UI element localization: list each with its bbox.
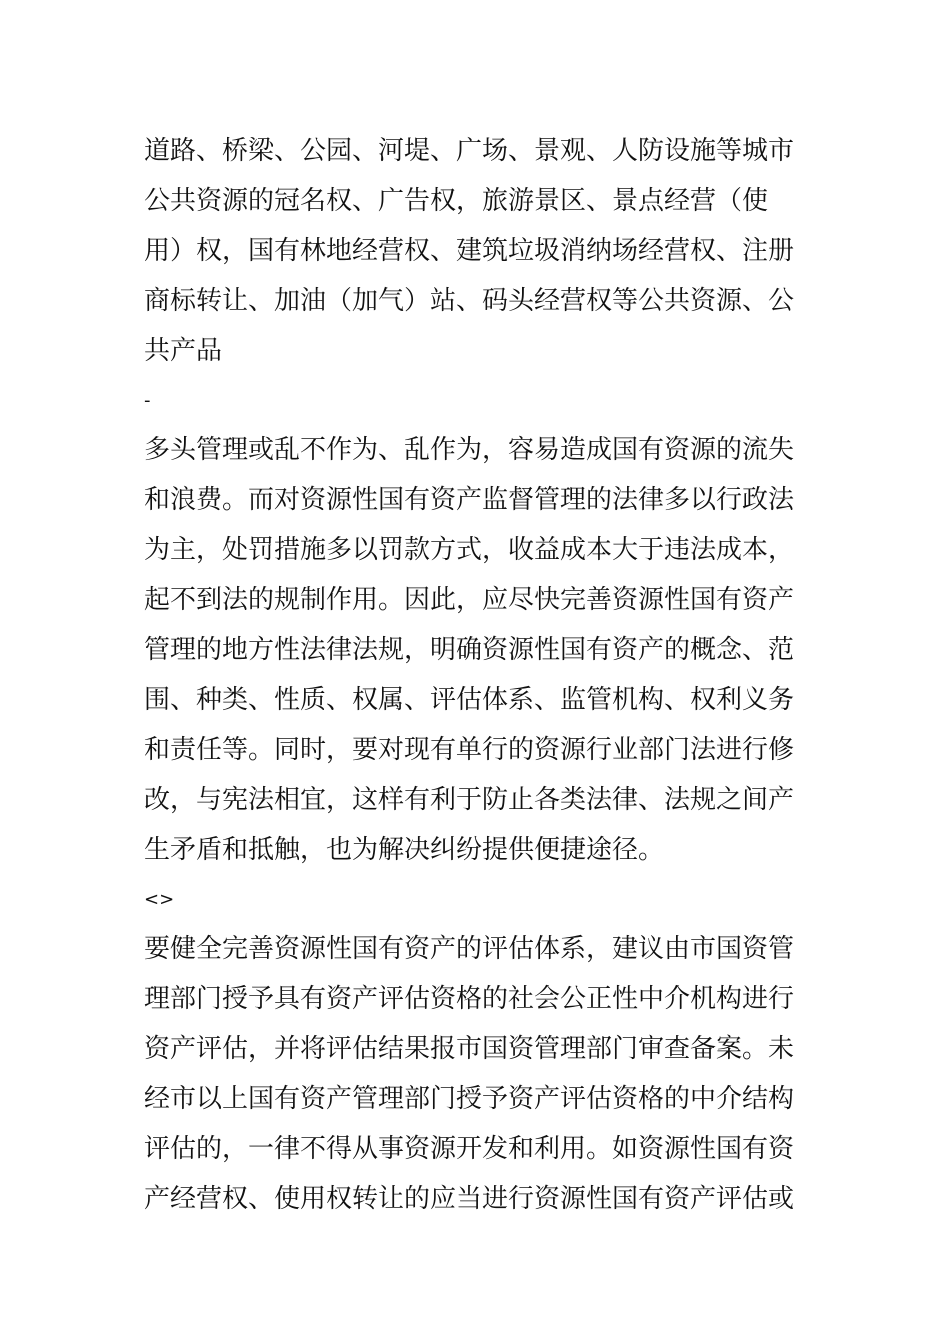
text-line: 起不到法的规制作用。因此，应尽快完善资源性国有资产	[144, 585, 795, 615]
text-line: 生矛盾和抵触，也为解决纠纷提供便捷途径。	[144, 835, 665, 865]
text-line: 经市以上国有资产管理部门授予资产评估资格的中介结构	[144, 1084, 795, 1114]
text-line: 改，与宪法相宜，这样有利于防止各类法律、法规之间产	[144, 785, 795, 815]
separator-angle-brackets: <>	[144, 889, 175, 910]
text-line: 为主，处罚措施多以罚款方式，收益成本大于违法成本，	[144, 535, 795, 565]
text-line: 共产品	[144, 336, 223, 366]
separator-dash: -	[144, 390, 151, 411]
text-line: 评估的，一律不得从事资源开发和利用。如资源性国有资	[144, 1134, 795, 1164]
text-line: 商标转让、加油（加气）站、码头经营权等公共资源、公	[144, 286, 795, 316]
text-line: 和责任等。同时，要对现有单行的资源行业部门法进行修	[144, 735, 795, 765]
text-line: 用）权，国有林地经营权、建筑垃圾消纳场经营权、注册	[144, 236, 795, 266]
text-line: 管理的地方性法律法规，明确资源性国有资产的概念、范	[144, 635, 795, 665]
text-line: 要健全完善资源性国有资产的评估体系，建议由市国资管	[144, 934, 795, 964]
text-line: 公共资源的冠名权、广告权，旅游景区、景点经营（使	[144, 186, 769, 216]
text-line: 理部门授予具有资产评估资格的社会公正性中介机构进行	[144, 984, 795, 1014]
text-line: 和浪费。而对资源性国有资产监督管理的法律多以行政法	[144, 485, 795, 515]
text-line: 围、种类、性质、权属、评估体系、监管机构、权利义务	[144, 685, 795, 715]
text-line: 道路、桥梁、公园、河堤、广场、景观、人防设施等城市	[144, 136, 795, 166]
text-line: 资产评估，并将评估结果报市国资管理部门审查备案。未	[144, 1034, 795, 1064]
text-line: 产经营权、使用权转让的应当进行资源性国有资产评估或	[144, 1184, 795, 1214]
text-line: 多头管理或乱不作为、乱作为，容易造成国有资源的流失	[144, 435, 795, 465]
